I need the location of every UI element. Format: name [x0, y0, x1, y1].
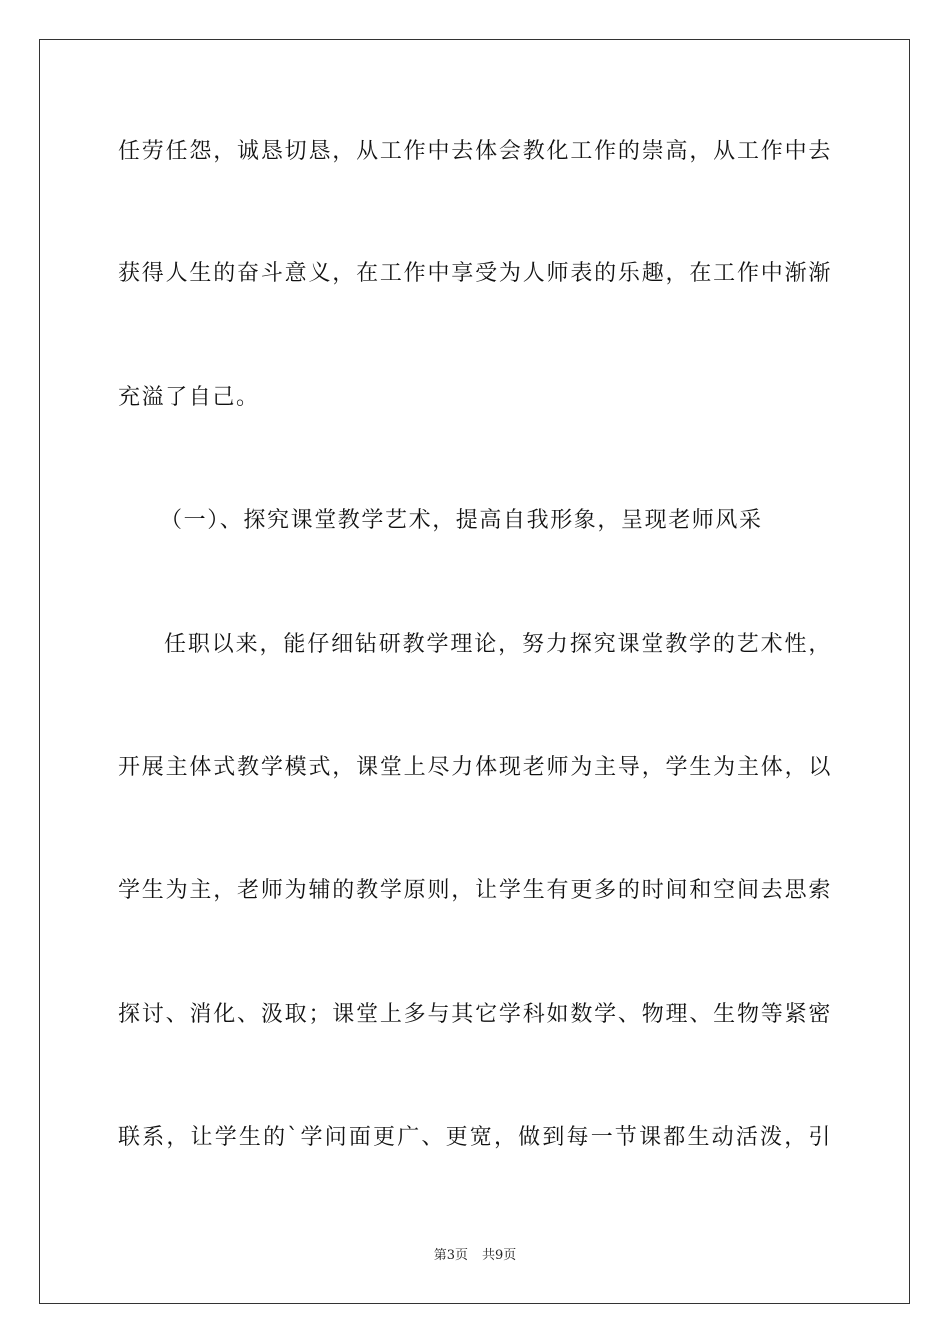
body-line-9: 联系，让学生的`学问面更广、更宽，做到每一节课都生动活泼，引	[118, 1125, 832, 1150]
page-number: 第3页	[433, 1248, 468, 1263]
body-line-6: 开展主体式教学模式，课堂上尽力体现老师为主导，学生为主体，以	[118, 755, 832, 780]
body-line-1: 任劳任怨，诚恳切恳，从工作中去体会教化工作的崇高，从工作中去	[118, 139, 832, 164]
body-line-2: 获得人生的奋斗意义，在工作中享受为人师表的乐趣，在工作中渐渐	[118, 261, 832, 286]
section-heading: （一）、探究课堂教学艺术，提高自我形象，呈现老师风采	[160, 508, 763, 533]
page-total: 共9页	[482, 1248, 517, 1263]
body-line-8: 探讨、消化、汲取；课堂上多与其它学科如数学、物理、生物等紧密	[118, 1002, 832, 1027]
page-footer	[0, 1247, 950, 1265]
body-line-7: 学生为主，老师为辅的教学原则，让学生有更多的时间和空间去思索	[118, 878, 832, 903]
page-border	[39, 39, 910, 1304]
paragraph-first-line: 任职以来，能仔细钻研教学理论，努力探究课堂教学的艺术性，	[164, 632, 832, 657]
body-line-3: 充溢了自己。	[118, 385, 260, 410]
